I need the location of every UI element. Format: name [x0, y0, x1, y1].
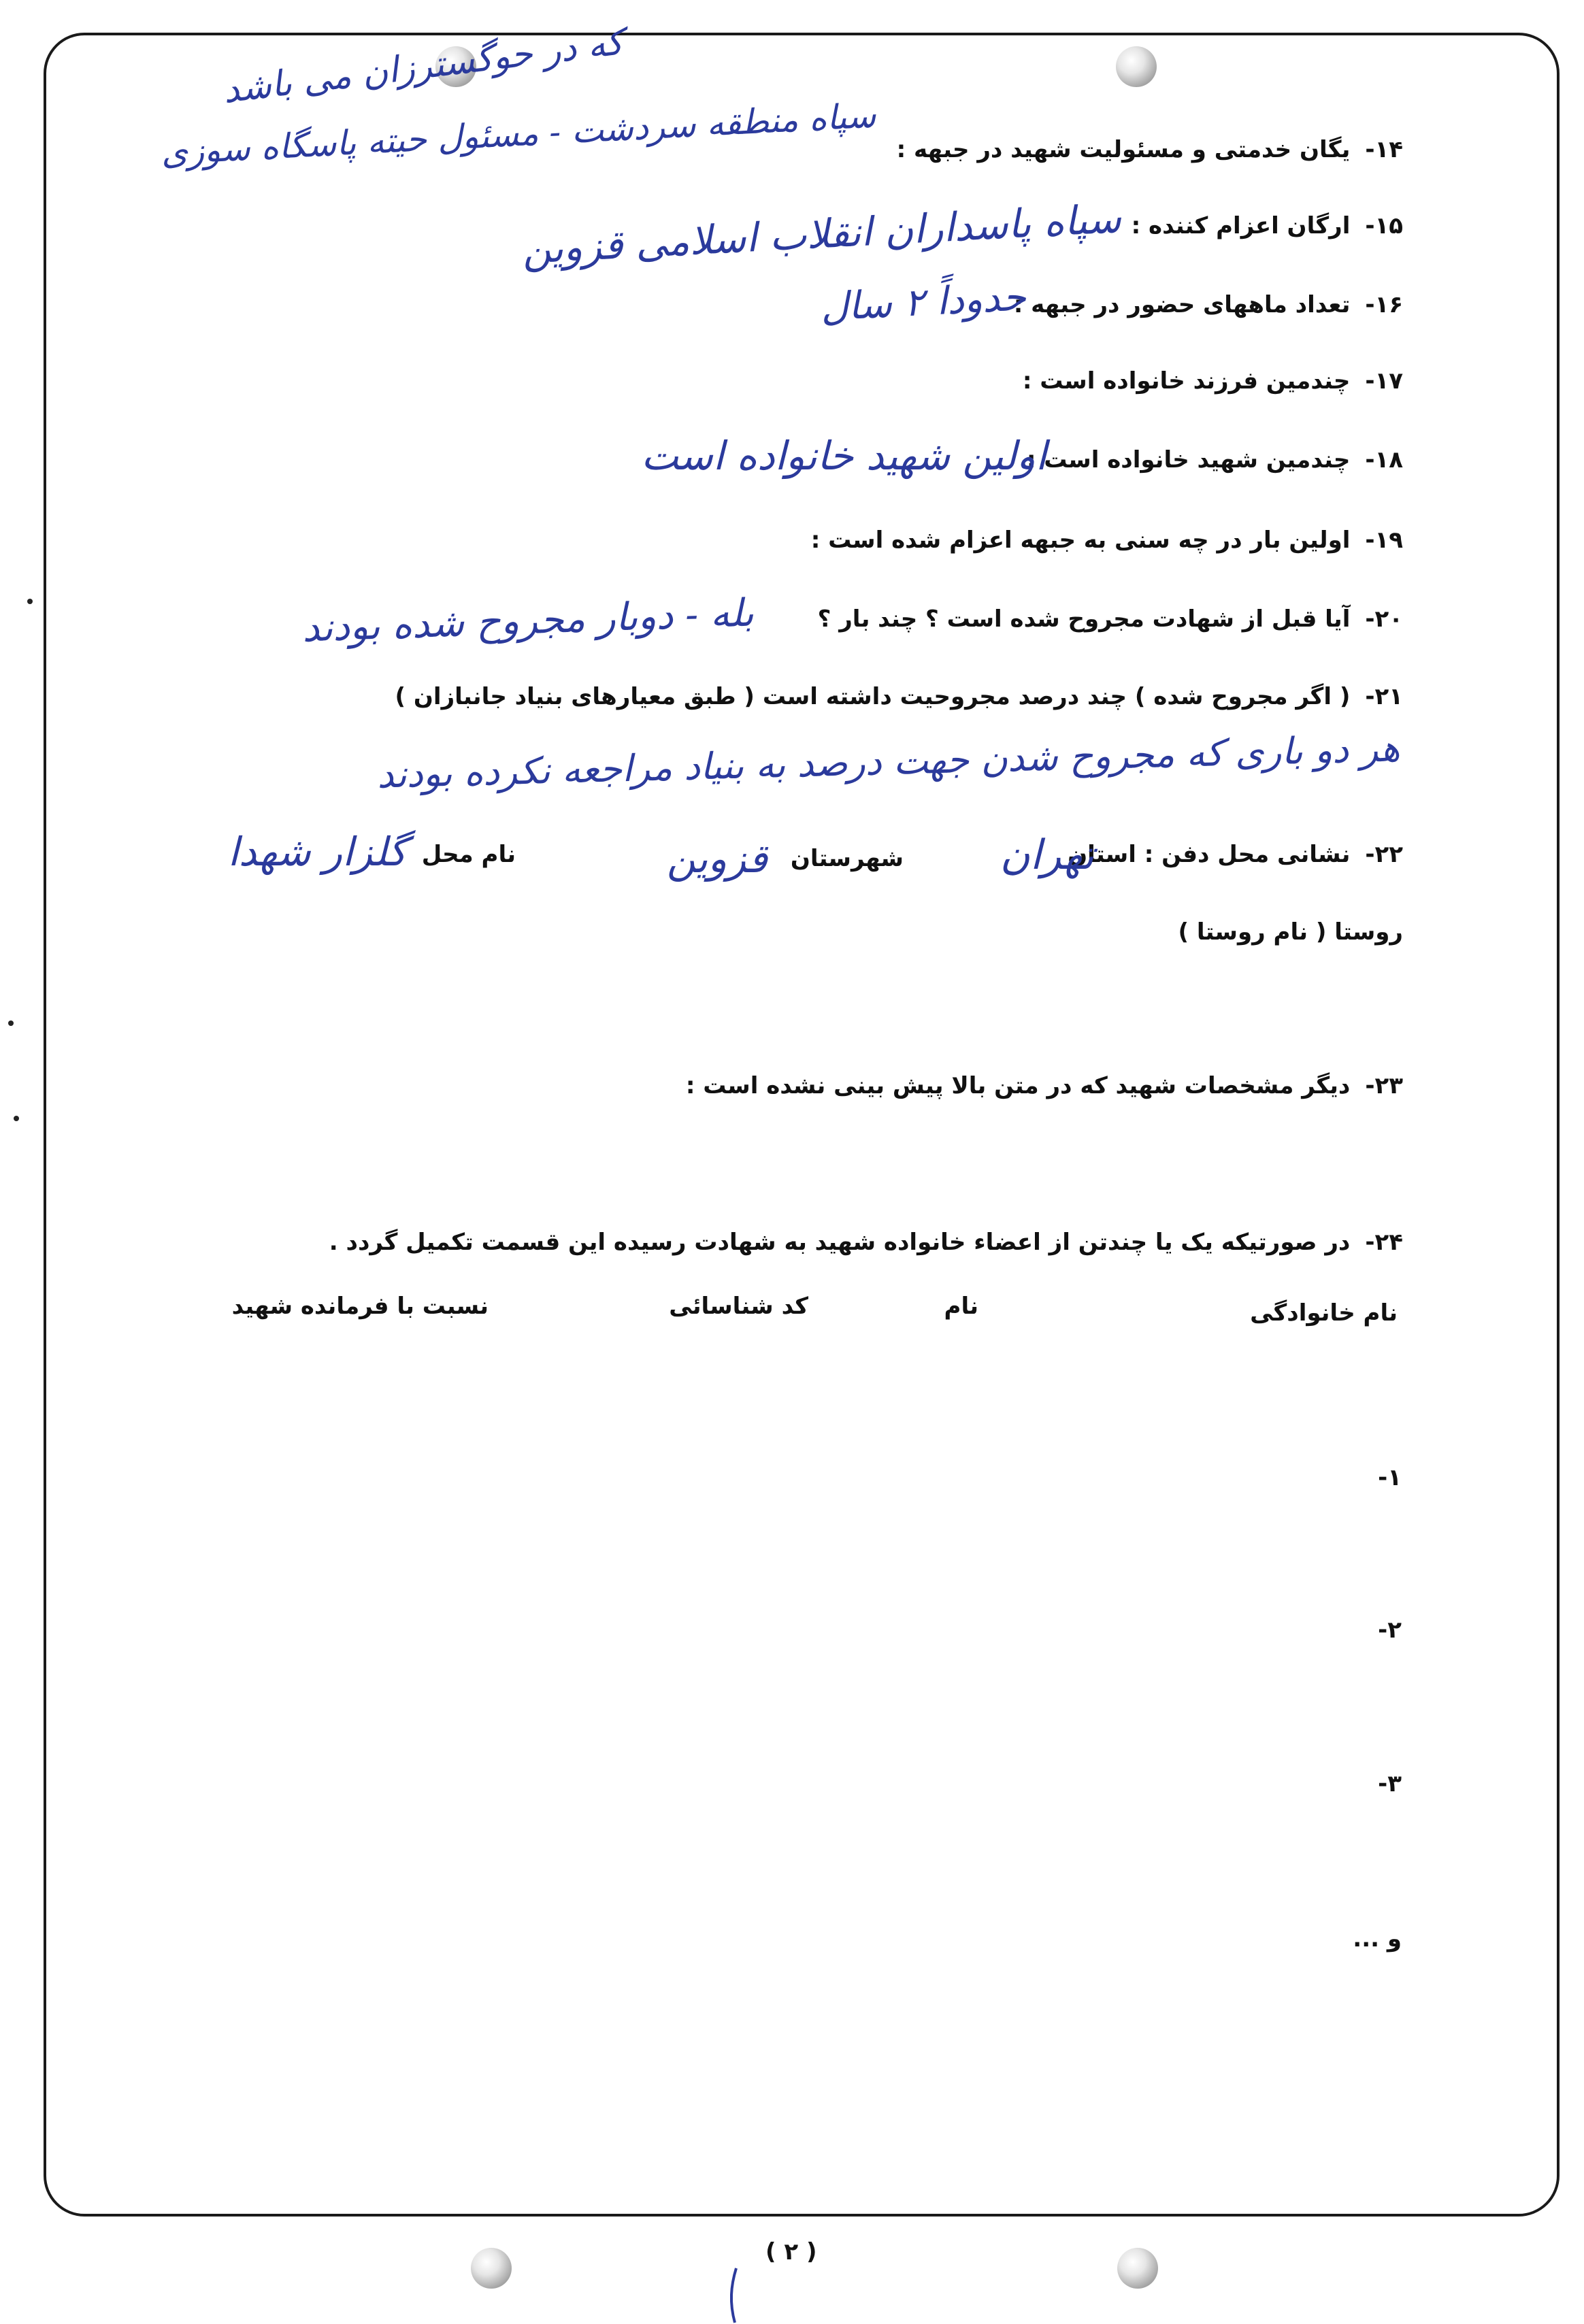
burial-city-answer: قزوین [666, 835, 768, 882]
answer-16: حدوداً ۲ سال [819, 275, 1027, 330]
burial-city-label: شهرستان [790, 845, 904, 872]
question-number: ۲۴- [1365, 1229, 1403, 1256]
handwritten-note-line1: که در حوگسترزان می باشد [220, 22, 626, 112]
question-21 [395, 683, 1403, 710]
page-number: ( ۲ ) [765, 2238, 817, 2265]
question-14 [897, 136, 1403, 163]
handwritten-note-line2: سپاه منطقه سردشت - مسئول حیته پاسگاه سوزی [160, 95, 877, 173]
question-23 [686, 1072, 1403, 1099]
question-number: ۲۰- [1365, 605, 1403, 633]
scan-mark [27, 599, 33, 604]
question-number: ۲۱- [1365, 683, 1403, 710]
table-row-number: و ... [1353, 1925, 1402, 1953]
scan-mark [8, 1020, 14, 1026]
question-number: ۱۶- [1365, 291, 1403, 318]
question-18 [1027, 446, 1403, 474]
question-text: تعداد ماههای حضور در جبهه : [1013, 291, 1351, 318]
scan-mark [14, 1116, 19, 1121]
question-text: ( اگر مجروح شده ) چند درصد مجروحیت داشته است ( طبق معیارهای بنیاد جانبازان ) [395, 683, 1351, 710]
question-text: چندمین شهید خانواده است : [1026, 446, 1351, 474]
question-15 [1132, 212, 1403, 239]
question-22 [1068, 841, 1403, 868]
question-number: ۱۸- [1365, 446, 1403, 474]
punch-hole-bottom-right [1117, 2248, 1158, 2289]
answer-20: بله - دوبار مجروح شده بودند [301, 591, 755, 651]
table-row-number: ۳- [1378, 1770, 1402, 1797]
question-number: ۱۵- [1365, 212, 1403, 239]
question-number: ۲۲- [1365, 841, 1403, 868]
table-row-number: ۲- [1378, 1616, 1402, 1644]
answer-15: سپاه پاسداران انقلاب اسلامی قزوین [521, 195, 1123, 273]
column-header-relation: نسبت با فرمانده شهید [231, 1293, 489, 1320]
question-number: ۱۷- [1365, 367, 1403, 395]
question-text: در صورتیکه یک یا چندتن از اعضاء خانواده شهید به شهادت رسیده این قسمت تکمیل گردد . [329, 1229, 1351, 1256]
burial-place-label: نام محل [421, 841, 516, 868]
question-text: آیا قبل از شهادت مجروح شده است ؟ چند بار ؟ [817, 605, 1351, 633]
question-text: دیگر مشخصات شهید که در متن بالا پیش بینی نشده است : [685, 1072, 1351, 1099]
column-header-surname: نام خانوادگی [1250, 1299, 1398, 1327]
table-row-number: ۱- [1378, 1464, 1402, 1491]
question-20 [818, 605, 1403, 633]
question-17 [1023, 367, 1403, 395]
burial-province-answer: تهران [1000, 831, 1094, 879]
pen-stroke [721, 2265, 748, 2324]
question-text: ارگان اعزام کننده : [1131, 212, 1351, 239]
page-border [44, 33, 1560, 2217]
question-24 [329, 1229, 1403, 1256]
burial-place-answer: گلزار شهدا [227, 829, 407, 875]
question-text: اولین بار در چه سنی به جبهه اعزام شده است : [810, 527, 1351, 554]
answer-21: هر دو باری که مجروح شدن جهت درصد به بنیاد مراجعه نکرده بودند [376, 727, 1401, 797]
question-text: یگان خدمتی و مسئولیت شهید در جبهه : [896, 136, 1351, 163]
question-text: نشانی محل دفن : استان [1068, 841, 1351, 868]
answer-18: اولین شهید خانواده است [641, 433, 1046, 479]
burial-village-label: روستا ( نام روستا ) [1178, 918, 1403, 946]
column-header-id-code: کد شناسائی [669, 1293, 808, 1320]
column-header-name: نام [944, 1293, 978, 1320]
question-text: چندمین فرزند خانواده است : [1022, 367, 1351, 395]
question-19 [811, 527, 1403, 554]
question-number: ۱۴- [1365, 136, 1403, 163]
question-number: ۱۹- [1365, 527, 1403, 554]
punch-hole-top-right [1116, 46, 1157, 87]
question-16 [1014, 291, 1403, 318]
question-number: ۲۳- [1365, 1072, 1403, 1099]
punch-hole-bottom-left [471, 2248, 512, 2289]
